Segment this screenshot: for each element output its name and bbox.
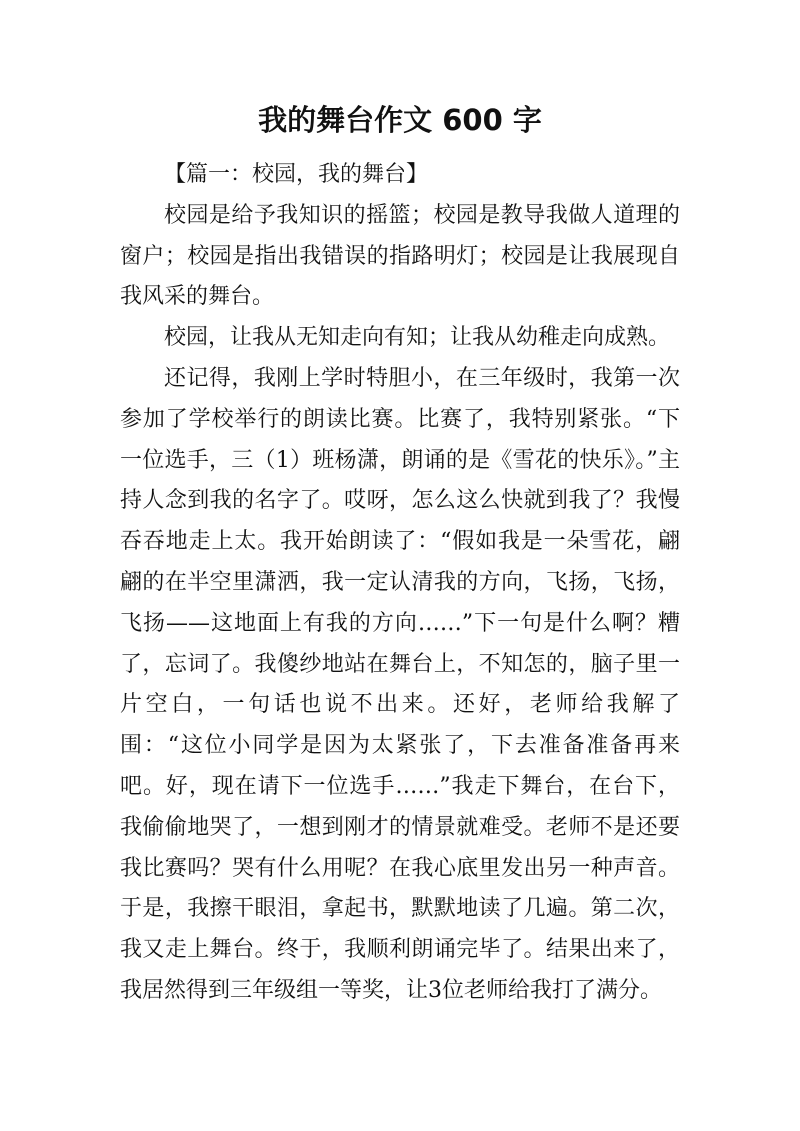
paragraph-3: 还记得，我刚上学时特胆小，在三年级时，我第一次参加了学校举行的朗读比赛。比赛了，我特别紧张。“下一位选手，三（1）班杨潇，朗诵的是《雪花的快乐》。”主持人念到我的名字了。哎呀，怎么这么快就到我了？我慢吞吞地走上太。我开始朗读了：“假如我是一朵雪花，翩翩的在半空里潇洒，我一定认清我的方向，飞扬，飞扬，飞扬——这地面上有我的方向……”下一句是什么啊？糟了，忘词了。我傻纱地站在舞台上，不知怎的，脑子里一片空白，一句话也说不出来。还好，老师给我解了围：“这位小同学是因为太紧张了，下去准备准备再来吧。好，现在请下一位选手……”我走下舞台，在台下，我偷偷地哭了，一想到刚才的情景就难受。老师不是还要我比赛吗？哭有什么用呢？在我心底里发出另一种声音。于是，我擦干眼泪，拿起书，默默地读了几遍。第二次，我又走上舞台。终于，我顺利朗诵完毕了。结果出来了，我居然得到三年级组一等奖，让3位老师给我打了满分。 (120, 365, 680, 1003)
paragraph-1: 校园是给予我知识的摇篮；校园是教导我做人道理的窗户；校园是指出我错误的指路明灯；校园是让我展现自我风采的舞台。 (120, 202, 680, 310)
document-body (120, 155, 680, 1012)
document-title: 我的舞台作文 600 字 (258, 103, 542, 137)
paragraph-2: 校园，让我从无知走向有知；让我从幼稚走向成熟。 (164, 325, 671, 351)
section-heading: 【篇一：校园，我的舞台】 (164, 162, 429, 187)
